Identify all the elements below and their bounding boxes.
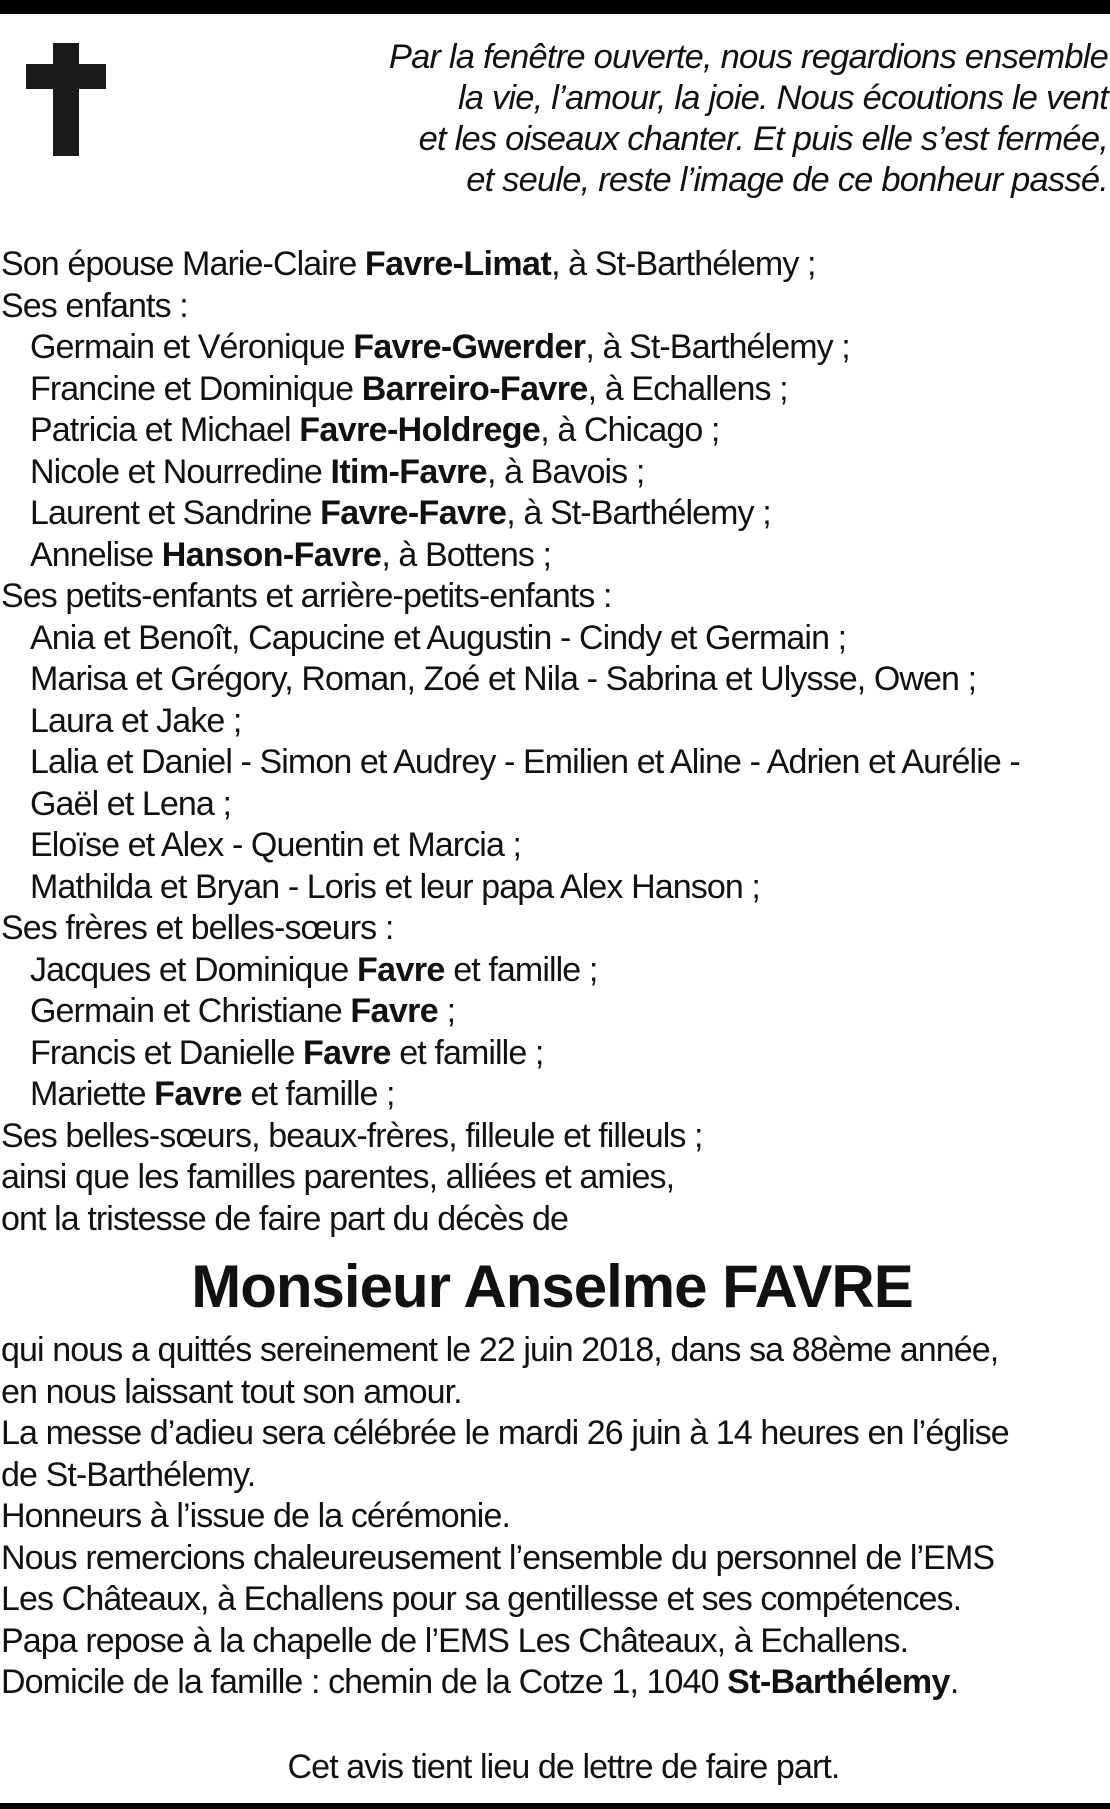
detail-line — [1, 1372, 1101, 1414]
family-line — [1, 991, 1101, 1033]
top-rule — [0, 0, 1110, 14]
family-name: Favre — [154, 1075, 242, 1113]
line-text: Jacques et Dominique — [30, 950, 357, 989]
family-name: Hanson-Favre — [161, 535, 382, 574]
line-text: de St-Barthélemy. — [1, 1455, 256, 1494]
family-line — [1, 327, 1101, 369]
line-text: en nous laissant tout son amour. — [1, 1372, 462, 1411]
line-text: qui nous a quittés sereinement le 22 juin 2018, dans sa 88ème année, — [1, 1331, 999, 1369]
family-line — [1, 410, 1101, 452]
line-text: Gaël et Lena ; — [30, 784, 231, 823]
line-text: Ania et Benoît, Capucine et Augustin - Cindy et Germain ; — [30, 618, 847, 657]
line-text: . — [949, 1663, 959, 1701]
line-text: Honneurs à l’issue de la cérémonie. — [1, 1497, 511, 1535]
line-text: et famille ; — [444, 950, 598, 989]
line-text: Laura et Jake ; — [30, 701, 242, 740]
line-text: Nous remercions chaleureusement l’ensemble du personnel de l’EMS — [1, 1538, 995, 1577]
family-line — [1, 784, 1101, 826]
line-text: Germain et Véronique — [30, 328, 354, 366]
detail-line — [1, 1621, 1101, 1663]
line-text: Mathilda et Bryan - Loris et leur papa Alex Hanson ; — [30, 867, 760, 906]
footer-text: Cet avis tient lieu de lettre de faire part. — [287, 1748, 840, 1786]
family-line — [1, 1116, 1101, 1158]
line-text: Francine et Dominique — [30, 369, 362, 408]
line-text: ainsi que les familles parentes, alliées et amies, — [1, 1158, 675, 1196]
line-text: Annelise — [30, 535, 162, 574]
family-line — [1, 867, 1101, 909]
family-list — [1, 244, 1101, 1240]
line-text: , à Echallens ; — [587, 369, 788, 408]
line-text: , à St-Barthélemy ; — [506, 494, 771, 532]
line-text: Germain et Christiane — [30, 992, 351, 1030]
family-line — [1, 576, 1101, 618]
detail-line — [1, 1662, 1101, 1704]
line-text: Les Châteaux, à Echallens pour sa gentillesse et ses compétences. — [1, 1580, 962, 1618]
line-text: Laurent et Sandrine — [30, 494, 321, 532]
family-line — [1, 535, 1101, 577]
family-line — [1, 1157, 1101, 1199]
family-line — [1, 618, 1101, 660]
family-line — [1, 244, 1101, 286]
line-text: Marisa et Grégory, Roman, Zoé et Nila - Sabrina et Ulysse, Owen ; — [30, 660, 977, 698]
bottom-rule — [0, 1803, 1110, 1809]
family-name: St-Barthélemy — [727, 1663, 950, 1701]
family-line — [1, 1033, 1101, 1075]
deceased-name — [0, 1252, 1110, 1322]
family-line — [1, 369, 1101, 411]
line-text: Francis et Danielle — [30, 1033, 304, 1072]
family-name: Favre-Limat — [364, 245, 552, 283]
line-text: Papa repose à la chapelle de l’EMS Les Châteaux, à Echallens. — [1, 1621, 909, 1660]
line-text: , à St-Barthélemy ; — [585, 328, 850, 366]
family-line — [1, 659, 1101, 701]
family-line — [1, 950, 1101, 992]
detail-line — [1, 1455, 1101, 1497]
epigraph-line: et seule, reste l’image de ce bonheur passé. — [466, 161, 1108, 199]
deceased-name-text: Monsieur Anselme FAVRE — [191, 1253, 913, 1320]
family-name: Barreiro-Favre — [361, 369, 588, 408]
epigraph-line: la vie, l’amour, la joie. Nous écoutions le vent — [457, 79, 1108, 117]
family-name: Favre — [350, 992, 439, 1030]
detail-line — [1, 1496, 1101, 1538]
family-name: Favre-Holdrege — [299, 411, 541, 449]
line-text: Lalia et Daniel - Simon et Audrey - Emilien et Aline - Adrien et Aurélie - — [30, 743, 1020, 781]
line-text: , à Bavois ; — [486, 452, 645, 491]
line-text: Ses petits-enfants et arrière-petits-enfants : — [1, 577, 612, 615]
footer-note — [0, 1747, 1110, 1788]
family-name: Favre-Favre — [320, 494, 507, 532]
family-line — [1, 493, 1101, 535]
detail-line — [1, 1413, 1101, 1455]
family-line — [1, 1074, 1101, 1116]
announcement-details — [1, 1330, 1101, 1704]
line-text: Mariette — [30, 1075, 155, 1113]
line-text: Ses enfants : — [1, 286, 188, 325]
family-name: Favre — [356, 950, 445, 989]
line-text: ; — [438, 992, 456, 1030]
family-name: Favre — [303, 1033, 391, 1072]
line-text: et famille ; — [390, 1033, 544, 1072]
family-line — [1, 701, 1101, 743]
family-line — [1, 452, 1101, 494]
line-text: Domicile de la famille : chemin de la Cotze 1, 1040 — [1, 1663, 728, 1701]
line-text: La messe d’adieu sera célébrée le mardi 26 juin à 14 heures en l’église — [1, 1414, 1009, 1452]
family-line — [1, 1199, 1101, 1241]
line-text: , à St-Barthélemy ; — [551, 245, 816, 283]
epigraph-line: Par la fenêtre ouverte, nous regardions ensemble — [388, 38, 1108, 76]
line-text: Son épouse Marie-Claire — [1, 245, 365, 283]
line-text: Eloïse et Alex - Quentin et Marcia ; — [30, 826, 522, 864]
epigraph-poem — [288, 37, 1108, 201]
line-text: , à Bottens ; — [381, 535, 552, 574]
latin-cross-icon — [26, 43, 106, 156]
line-text: Nicole et Nourredine — [30, 452, 331, 491]
line-text: , à Chicago ; — [540, 411, 720, 449]
family-line — [1, 825, 1101, 867]
epigraph-line: et les oiseaux chanter. Et puis elle s’est fermée, — [418, 120, 1108, 158]
line-text: Patricia et Michael — [30, 411, 300, 449]
family-name: Favre-Gwerder — [353, 328, 586, 366]
family-name: Itim-Favre — [330, 452, 487, 491]
family-line — [1, 286, 1101, 328]
line-text: Ses frères et belles-sœurs : — [1, 909, 394, 947]
family-line — [1, 742, 1101, 784]
line-text: ont la tristesse de faire part du décès de — [1, 1199, 568, 1238]
detail-line — [1, 1579, 1101, 1621]
detail-line — [1, 1330, 1101, 1372]
detail-line — [1, 1538, 1101, 1580]
line-text: Ses belles-sœurs, beaux-frères, filleule et filleuls ; — [1, 1116, 703, 1155]
family-line — [1, 908, 1101, 950]
line-text: et famille ; — [241, 1075, 395, 1113]
